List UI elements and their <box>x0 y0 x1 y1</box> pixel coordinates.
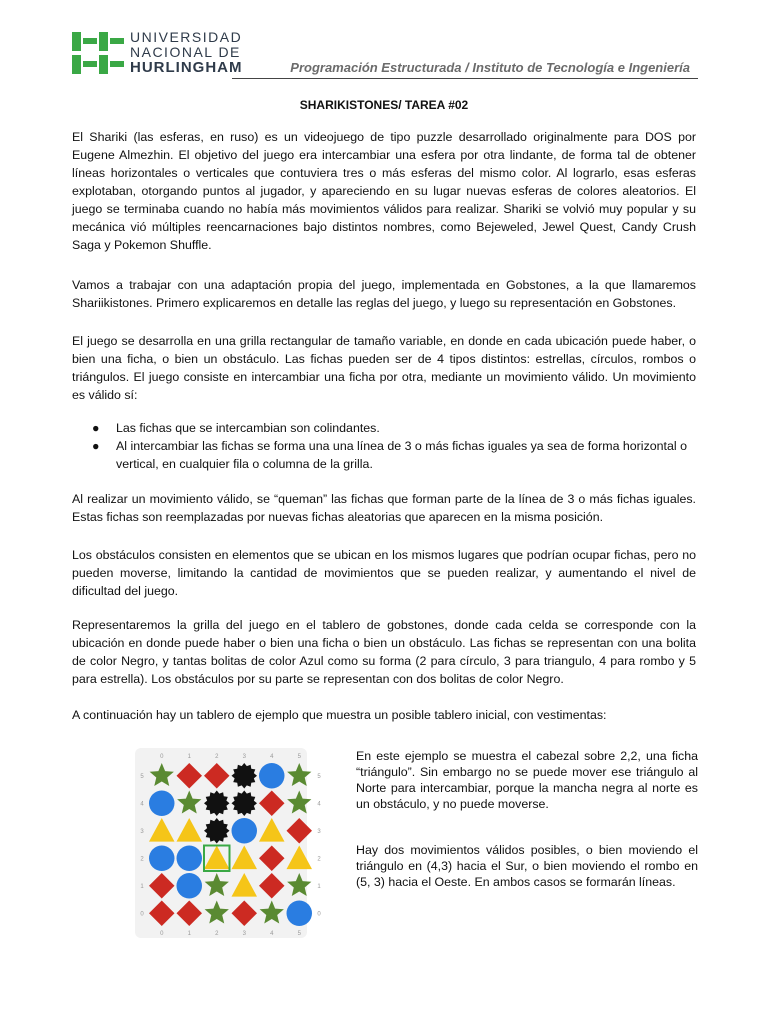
bullet-icon: ● <box>92 439 100 453</box>
row-label-left: 5 <box>140 773 144 780</box>
star-piece <box>287 763 311 786</box>
row-label-left: 0 <box>140 911 144 918</box>
logo-wordmark <box>130 30 243 75</box>
row-label-left: 4 <box>140 801 144 808</box>
row-label-left: 3 <box>140 828 144 835</box>
diamond-piece <box>177 763 203 789</box>
row-label-right: 3 <box>317 828 321 835</box>
row-label-right: 4 <box>317 801 321 808</box>
page-header <box>72 30 698 78</box>
col-label-bottom: 4 <box>270 931 274 937</box>
triangle-piece <box>204 846 230 870</box>
diamond-piece <box>259 791 285 817</box>
triangle-piece <box>232 873 258 897</box>
list-item <box>72 419 696 437</box>
star-piece <box>260 901 284 924</box>
col-label-bottom: 5 <box>297 931 301 937</box>
triangle-piece <box>232 846 258 870</box>
diamond-piece <box>204 763 230 789</box>
circle-piece <box>149 791 175 817</box>
row-label-right: 1 <box>317 883 321 890</box>
course-title: Programación Estructurada / Instituto de Tecnología e Ingeniería <box>290 60 690 75</box>
board-canvas <box>135 748 321 938</box>
star-piece <box>287 873 311 896</box>
col-label-top: 0 <box>160 754 164 760</box>
valid-move-list <box>72 419 696 473</box>
col-label-bottom: 2 <box>215 931 219 937</box>
list-item-text: Las fichas que se intercambian son colindantes. <box>116 421 380 435</box>
col-label-top: 5 <box>297 754 301 760</box>
logo-line-2: NACIONAL DE <box>130 44 241 60</box>
circle-piece <box>232 818 258 844</box>
diamond-piece <box>149 901 175 927</box>
star-piece <box>177 791 201 814</box>
triangle-piece <box>177 818 203 842</box>
diamond-piece <box>177 901 203 927</box>
obstacle-piece <box>232 791 258 817</box>
paragraph-representation: Representaremos la grilla del juego en el tablero de gobstones, donde cada celda se corresponde con la ubicación en donde puede haber o bien una ficha o bien un obstáculo. Las fichas se representan con una bolita de color Negro, y tantas bolitas de color Azul como su forma (2 para círculo, 3 para triangulo, 4 para rombo y 5 para estrella). Los obstáculos por su parte se representan con dos bolitas de color Negro. <box>72 618 696 686</box>
university-logo-icon <box>72 30 124 76</box>
col-label-top: 2 <box>215 754 219 760</box>
example-board <box>135 748 321 938</box>
logo-line-3: HURLINGHAM <box>130 59 243 76</box>
diamond-piece <box>259 846 285 872</box>
row-label-right: 0 <box>317 911 321 918</box>
paragraph-burn: Al realizar un movimiento válido, se “queman” las fichas que forman parte de la línea de 3 o más fichas iguales. Estas fichas son reemplazadas por nuevas fichas aleatorias que aparecen en la misma posición. <box>72 492 696 524</box>
circle-piece <box>177 846 203 872</box>
col-label-bottom: 0 <box>160 931 164 937</box>
paragraph-obstacles: Los obstáculos consisten en elementos que se ubican en los mismos lugares que podrían ocupar fichas, pero no pueden moverse, limitando la cantidad de movimientos que se pueden realizar, y aumentando el nivel de dificultad del juego. <box>72 548 696 598</box>
obstacle-piece <box>204 791 230 817</box>
col-label-bottom: 1 <box>187 931 191 937</box>
obstacle-piece <box>204 818 230 844</box>
logo-line-1: UNIVERSIDAD <box>130 29 243 45</box>
diamond-piece <box>259 873 285 899</box>
circle-piece <box>149 846 175 872</box>
triangle-piece <box>149 818 175 842</box>
star-piece <box>205 873 229 896</box>
list-item-text: Al intercambiar las fichas se forma una una línea de 3 o más fichas iguales ya sea de forma horizontal o vertical, en cualquier fila o columna de la grilla. <box>116 439 687 471</box>
star-piece <box>287 791 311 814</box>
paragraph-rules: El juego se desarrolla en una grilla rectangular de tamaño variable, en donde en cada ubicación puede haber, o bien una ficha, o bien un obstáculo. Las fichas pueden ser de 4 tipos distintos: estrellas, círculos, rombos o triángulos. El juego consiste en intercambiar una ficha por otra, mediante un movimiento válido. Un movimiento es válido sí: <box>72 334 696 402</box>
triangle-piece <box>287 846 313 870</box>
paragraph-intro: El Shariki (las esferas, en ruso) es un videojuego de tipo puzzle desarrollado originalmente para DOS por Eugene Almezhin. El objetivo del juego era intercambiar una esfera por otra lindante, de forma tal de obtener líneas horizontales o verticales que contuviera tres o más esferas del mismo color. Al lograrlo, esas esferas explotaban, otorgando puntos al jugador, y apareciendo en su lugar nuevas esferas de colores aleatorios. El juego se terminaba cuando no había más movimientos válidos para realizar. Shariki se volvió muy popular y su mecánica vió múltiples reencarnaciones bajo distintos nombres, como Bejeweled, Jewel Quest, Candy Crush Saga y Pokemon Shuffle. <box>72 130 696 252</box>
col-label-top: 4 <box>270 754 274 760</box>
diamond-piece <box>232 901 258 927</box>
col-label-top: 1 <box>187 754 191 760</box>
header-divider <box>232 78 698 79</box>
row-label-left: 2 <box>140 856 144 863</box>
row-label-right: 2 <box>317 856 321 863</box>
row-label-left: 1 <box>140 883 144 890</box>
paragraph-adaptation: Vamos a trabajar con una adaptación propia del juego, implementada en Gobstones, a la que llamaremos Shariikistones. Primero explicaremos en detalle las reglas del juego, y luego su representación en Gobstones. <box>72 278 696 310</box>
circle-piece <box>177 873 203 899</box>
diamond-piece <box>149 873 175 899</box>
star-piece <box>205 901 229 924</box>
paragraph-example-intro: A continuación hay un tablero de ejemplo que muestra un posible tablero inicial, con vestimentas: <box>72 708 607 722</box>
col-label-top: 3 <box>242 754 246 760</box>
bullet-icon: ● <box>92 421 100 435</box>
list-item <box>72 437 696 473</box>
star-piece <box>150 763 174 786</box>
circle-piece <box>259 763 285 789</box>
col-label-bottom: 3 <box>242 931 246 937</box>
circle-piece <box>287 901 313 927</box>
obstacle-piece <box>232 763 258 789</box>
triangle-piece <box>259 818 285 842</box>
university-logo <box>72 29 243 76</box>
page-title: SHARIKISTONES/ TAREA #02 <box>299 98 469 112</box>
diamond-piece <box>287 818 313 844</box>
board-explanation-head: En este ejemplo se muestra el cabezal sobre 2,2, una ficha “triángulo”. Sin embargo no se puede mover ese triángulo al Norte para intercambiar, porque la mancha negra al norte es un obstáculo, y no puede moverse. <box>356 749 698 811</box>
board-explanation-moves: Hay dos movimientos válidos posibles, o bien moviendo el triángulo en (4,3) hacia el Sur, o bien moviendo el rombo en (5, 3) hacia el Oeste. En ambos casos se formarán líneas. <box>356 843 698 889</box>
row-label-right: 5 <box>317 773 321 780</box>
